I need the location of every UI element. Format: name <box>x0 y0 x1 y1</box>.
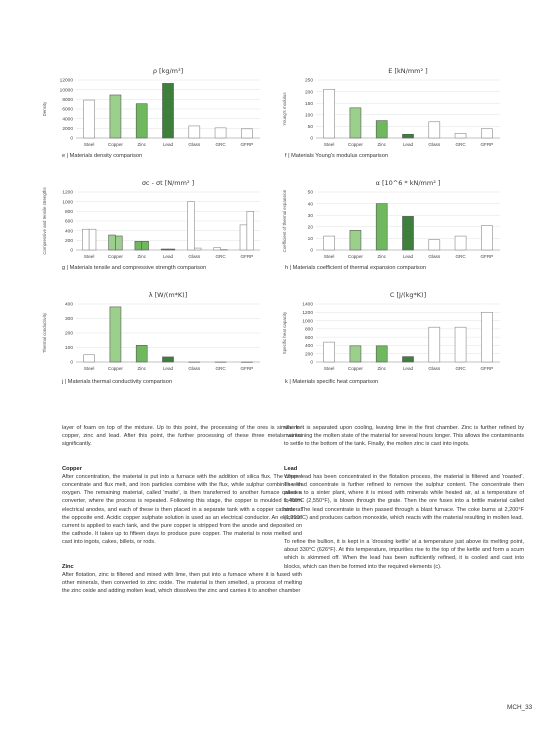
chart-density <box>40 60 270 160</box>
x-tick-label: Steel <box>83 366 95 371</box>
bar <box>402 134 413 138</box>
chart-title: C [J/(kg*K)] <box>389 291 427 299</box>
bar <box>221 250 228 251</box>
bar <box>481 312 492 362</box>
x-tick-label: GFRP <box>480 254 494 259</box>
y-tick-label: 200 <box>64 239 73 245</box>
x-tick-label: Lead <box>402 254 414 259</box>
bar <box>455 236 466 250</box>
section-heading-zinc: Zinc <box>62 563 74 570</box>
y-tick-label: 0 <box>70 248 73 254</box>
y-tick-label: 0 <box>310 136 313 142</box>
bar <box>402 357 413 362</box>
bar <box>481 226 492 250</box>
bar <box>136 345 147 362</box>
x-tick-label: Copper <box>107 142 123 147</box>
bar <box>350 230 361 250</box>
section-heading-copper: Copper <box>62 465 82 472</box>
paragraph: To refine the bullion, it is kept in a 'drossing kettle' at a temperature just above its melting point, about 330°C (626°F). At this temperature, impurities rise to the top of the kettle and form a scum which is skimmed off. When the lead has been sufficiently refined, it is cooled and cast into blocks, which can then be formed into the required elements (c). <box>284 539 524 570</box>
chart-title: E [kN/mm² ] <box>388 67 428 75</box>
bar <box>142 241 149 250</box>
chart-youngs-modulus <box>280 60 510 160</box>
chart-title: α [10^6 * kN/mm² ] <box>375 179 441 187</box>
bar <box>481 129 492 138</box>
figure-caption-g: g | Materials tensile and compressive strength comparison <box>62 265 207 271</box>
x-tick-label: Zinc <box>137 142 147 147</box>
x-tick-label: Copper <box>107 254 123 259</box>
chart-title: ρ [kg/m³] <box>152 67 184 75</box>
figure-caption-f: f | Materials Young's modulus comparison <box>285 153 388 159</box>
y-tick-label: 10 <box>307 237 313 243</box>
y-tick-label: 1000 <box>62 200 73 206</box>
bar <box>376 346 387 362</box>
bar <box>84 355 95 362</box>
y-tick-label: 200 <box>304 90 313 96</box>
right-text-column <box>284 424 524 575</box>
y-axis-label: Thermal conductivity <box>42 312 47 354</box>
figure-caption-k: k | Materials specific heat comparison <box>285 379 379 385</box>
x-tick-label: GFRP <box>240 366 254 371</box>
x-tick-label: GFRP <box>240 142 254 147</box>
y-axis-label: Coefficient of thermal expansion <box>282 189 287 253</box>
bar <box>187 202 194 250</box>
left-text-column <box>62 424 302 599</box>
figure-caption-j: j | Materials thermal conductivity comparison <box>62 379 172 385</box>
x-tick-label: Copper <box>347 366 363 371</box>
y-tick-label: 12000 <box>59 78 73 84</box>
y-tick-label: 0 <box>70 360 73 366</box>
y-tick-label: 30 <box>307 213 313 219</box>
bar <box>82 229 89 250</box>
x-tick-label: Zinc <box>137 254 147 259</box>
bar <box>241 129 252 138</box>
y-tick-label: 150 <box>304 101 313 107</box>
x-tick-label: GFRP <box>240 254 254 259</box>
paragraph: When lead has been concentrated in the flotation process, the material is filtered and 'roasted'. The lead concentrate is further refined to remove the sulphur content. The concentrate then passes to a sinter plant, where it is mixed with minerals while heated air, at a temperature of 1,400°C (2,550°F), is blown through the grate. Then the ore fuses into a brittle material called sinter. The lead concentrate is then passed through a blast furnace. The coke burns at 2,200°F (1,200°C) and produces carbon monoxide, which reacts with the material resulting in molten lead. <box>284 473 524 521</box>
y-tick-label: 400 <box>304 344 313 350</box>
y-axis-label: Young's modulus <box>282 92 287 126</box>
x-tick-label: Lead <box>162 142 174 147</box>
paragraph: where it is separated upon cooling, leaving lime in the first chamber. Zinc is further refined by maintaining the molten state of the material for several hours longer. This allows the contaminants to settle to the bottom of the tank. Finally, the molten zinc is cast into ingots. <box>284 425 524 448</box>
x-tick-label: Zinc <box>137 366 147 371</box>
bar <box>376 121 387 138</box>
y-tick-label: 100 <box>304 113 313 119</box>
bar <box>429 240 440 250</box>
y-tick-label: 6000 <box>62 107 73 113</box>
bar <box>455 327 466 362</box>
x-tick-label: Steel <box>83 142 95 147</box>
bar <box>324 89 335 138</box>
bar <box>455 133 466 138</box>
y-tick-label: 600 <box>304 335 313 341</box>
bar <box>402 216 413 250</box>
x-tick-label: Glass <box>188 366 201 371</box>
y-tick-label: 1400 <box>302 302 313 308</box>
x-tick-label: GRC <box>455 366 466 371</box>
x-tick-label: Copper <box>347 142 363 147</box>
y-tick-label: 300 <box>64 317 73 323</box>
y-axis-label: Density <box>42 101 47 117</box>
y-tick-label: 0 <box>310 360 313 366</box>
bar <box>350 108 361 138</box>
bar <box>241 362 252 363</box>
bar <box>189 362 200 363</box>
bar <box>162 83 173 138</box>
x-tick-label: Steel <box>323 142 335 147</box>
x-tick-label: Zinc <box>377 254 387 259</box>
y-tick-label: 8000 <box>62 98 73 104</box>
paragraph: After concentration, the material is put into a furnace with the addition of silica flux. The copper concentrate and flux melt, and iron particles combine with the flux, while sulphur combines with oxygen. The remaining material, called 'matte', is then transferred to another furnace called a converter, where the process is repeated. Following this stage, the copper is moulded to form electrical anodes, and each of these is then placed in a separate tank with a copper cathode at the opposite end. Acidic copper sulphate solution is used as an electrical conductor. An electrical current is applied to each tank, and the pure copper is stripped from the anode and deposited on the cathode. It takes up to fifteen days to produce pure copper. The material is now melted and cast into ingots, cakes, billets, or rods. <box>62 473 302 546</box>
paragraph: layer of foam on top of the mixture. Up to this point, the processing of the ores is similar for copper, zinc and lead. After this point, the further processing of these three metals varies significantly. <box>62 425 302 448</box>
x-tick-label: Glass <box>188 254 201 259</box>
y-tick-label: 400 <box>64 302 73 308</box>
page-number: MCH_33 <box>507 704 533 711</box>
x-tick-label: Lead <box>162 254 174 259</box>
y-tick-label: 800 <box>304 327 313 333</box>
y-tick-label: 800 <box>64 210 73 216</box>
y-tick-label: 200 <box>64 331 73 337</box>
y-axis-label: Specific heat capacity <box>282 311 287 355</box>
bar <box>324 236 335 250</box>
x-tick-label: GRC <box>455 142 466 147</box>
x-tick-label: Steel <box>323 254 335 259</box>
x-tick-label: Zinc <box>377 366 387 371</box>
figure-caption-e: e | Materials density comparison <box>62 153 143 159</box>
y-tick-label: 20 <box>307 225 313 231</box>
x-tick-label: Copper <box>107 366 123 371</box>
x-tick-label: Lead <box>162 366 174 371</box>
chart-title: λ [W/(m*K)] <box>148 291 188 299</box>
x-tick-label: Steel <box>83 254 95 259</box>
x-tick-label: Copper <box>347 254 363 259</box>
y-tick-label: 1200 <box>302 310 313 316</box>
x-tick-label: GRC <box>215 254 226 259</box>
bar <box>135 241 142 250</box>
bar <box>240 225 247 250</box>
y-tick-label: 1000 <box>302 319 313 325</box>
x-tick-label: Glass <box>428 142 441 147</box>
bar <box>89 229 96 250</box>
section-heading-lead: Lead <box>284 465 298 472</box>
bar <box>247 211 254 250</box>
chart-title: σc - σt [N/mm² ] <box>141 179 195 187</box>
x-tick-label: Glass <box>188 142 201 147</box>
y-tick-label: 0 <box>310 248 313 254</box>
chart-thermal-expansion <box>280 172 510 272</box>
bar <box>115 236 122 250</box>
bar <box>189 126 200 138</box>
y-tick-label: 0 <box>70 136 73 142</box>
bar <box>161 249 168 250</box>
y-tick-label: 100 <box>64 346 73 352</box>
bar <box>136 104 147 138</box>
chart-thermal-conductivity <box>40 284 270 384</box>
bar <box>429 327 440 362</box>
x-tick-label: Glass <box>428 366 441 371</box>
bar <box>110 307 121 362</box>
x-tick-label: GRC <box>215 142 226 147</box>
bar <box>162 357 173 362</box>
bar <box>215 362 226 363</box>
x-tick-label: Lead <box>402 366 414 371</box>
x-tick-label: Zinc <box>377 142 387 147</box>
figure-caption-h: h | Materials coefficient of thermal expansion comparison <box>285 265 426 271</box>
x-tick-label: Steel <box>323 366 335 371</box>
y-tick-label: 200 <box>304 352 313 358</box>
chart-specific-heat <box>280 284 510 384</box>
chart-strength <box>40 172 270 272</box>
x-tick-label: GRC <box>215 366 226 371</box>
x-tick-label: GFRP <box>480 366 494 371</box>
bar <box>84 100 95 138</box>
y-tick-label: 4000 <box>62 117 73 123</box>
y-tick-label: 10000 <box>59 88 73 94</box>
y-tick-label: 40 <box>307 202 313 208</box>
bar <box>376 204 387 250</box>
bar <box>350 346 361 362</box>
y-tick-label: 600 <box>64 219 73 225</box>
y-tick-label: 1200 <box>62 190 73 196</box>
y-tick-label: 50 <box>307 190 313 196</box>
x-tick-label: Lead <box>402 142 414 147</box>
y-tick-label: 250 <box>304 78 313 84</box>
y-tick-label: 2000 <box>62 127 73 133</box>
bar <box>110 95 121 138</box>
bar <box>109 235 116 250</box>
x-tick-label: GFRP <box>480 142 494 147</box>
bar <box>429 122 440 138</box>
x-tick-label: Glass <box>428 254 441 259</box>
bar <box>168 249 175 250</box>
paragraph: After flotation, zinc is filtered and mixed with lime, then put into a furnace where it is fused with other minerals, then converted to zinc oxide. The material is then smelted, a process of melting the zinc oxide and adding molten lead, which dissolves the zinc and carries it to another chamber <box>62 571 302 595</box>
x-tick-label: GRC <box>455 254 466 259</box>
y-axis-label: Compressive and tensile strengths <box>42 187 47 255</box>
bar <box>324 342 335 362</box>
y-tick-label: 400 <box>64 229 73 235</box>
y-tick-label: 50 <box>307 125 313 131</box>
bar <box>215 128 226 138</box>
bar <box>194 248 201 250</box>
bar <box>214 248 221 250</box>
